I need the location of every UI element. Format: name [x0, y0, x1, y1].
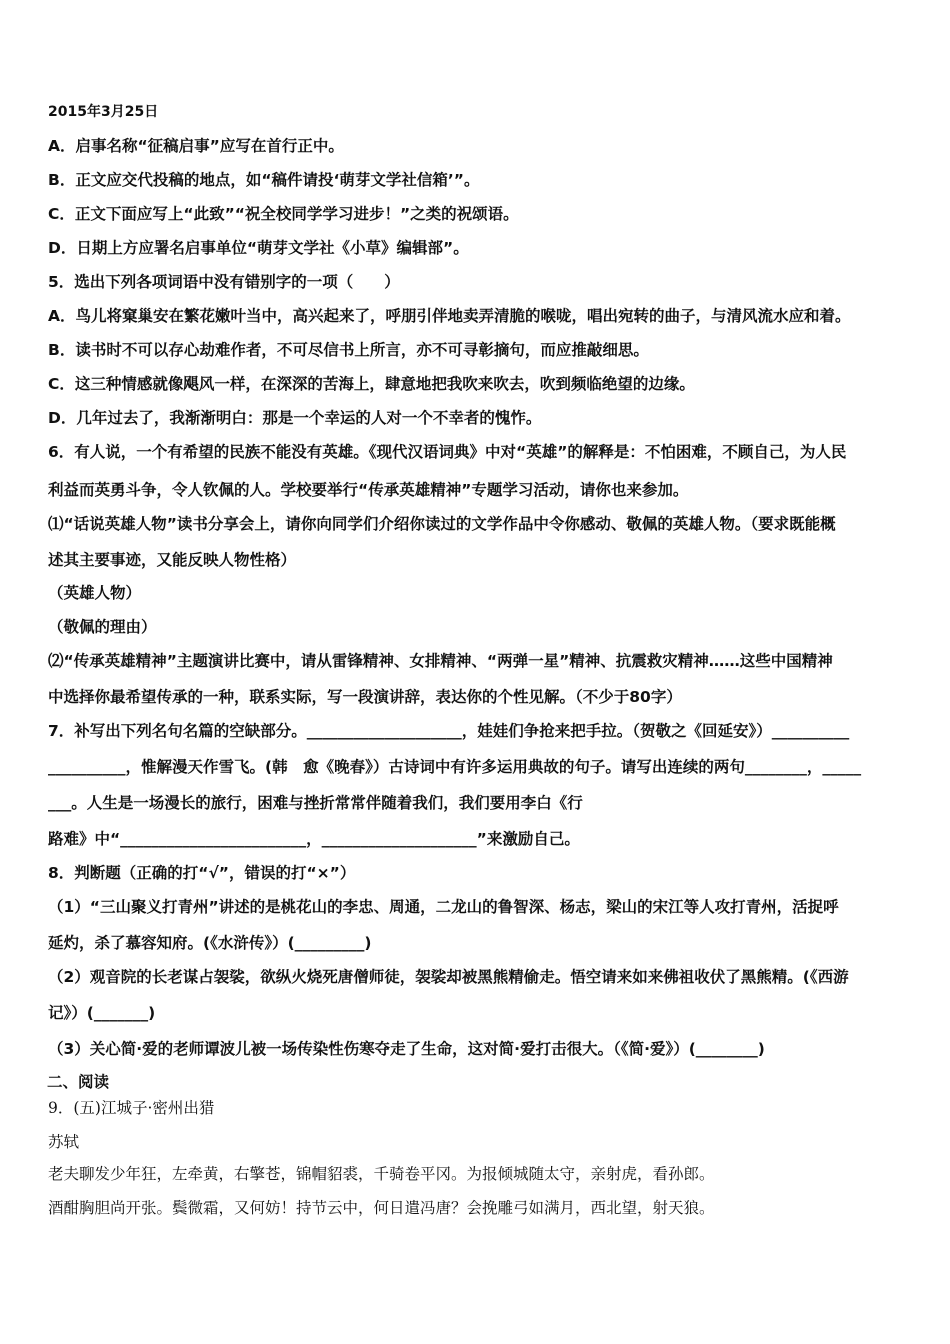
q8-item-2: （2）观音院的长老谋占袈裟，欲纵火烧死唐僧师徒，袈裟却被黑熊精偷走。悟空请来如来佛祖收伏了黑熊精。(《西游 — [48, 968, 849, 986]
date-line: 2015年3月25日 — [48, 104, 159, 120]
poem-line-1: 老夫聊发少年狂，左牵黄，右擎苍，锦帽貂裘，千骑卷平冈。为报倾城随太守，亲射虎，看孙郎。 — [48, 1165, 715, 1183]
question-5: 5．选出下列各项词语中没有错别字的一项（ ） — [48, 273, 400, 291]
q5-option-c: C．这三种情感就像飓风一样，在深深的苦海上，肆意地把我吹来吹去，吹到频临绝望的边缘。 — [48, 375, 695, 393]
q5-option-a: A．鸟儿将窠巢安在繁花嫩叶当中，高兴起来了，呼朋引伴地卖弄清脆的喉咙，唱出宛转的曲子，与清风流水应和着。 — [48, 307, 851, 325]
q8-item-1: （1）“三山聚义打青州”讲述的是桃花山的李忠、周通，二龙山的鲁智深、杨志，梁山的宋江等人攻打青州，活捉呼 — [48, 898, 839, 916]
question-7-line-2: __________，惟解漫天作雪飞。(韩 愈《晚春》）古诗词中有许多运用典故的句子。请写出连续的两句________，_____ — [48, 758, 862, 776]
hero-label: （英雄人物） — [48, 584, 142, 602]
poem-line-2: 酒酣胸胆尚开张。鬓微霜，又何妨！持节云中，何日遣冯唐？会挽雕弓如满月，西北望，射天狼。 — [48, 1199, 715, 1217]
question-6-cont: 利益而英勇斗争，令人钦佩的人。学校要举行“传承英雄精神”专题学习活动，请你也来参加。 — [48, 481, 689, 499]
q6-part-2: ⑵“传承英雄精神”主题演讲比赛中，请从雷锋精神、女排精神、“两弹一星”精神、抗震救灾精神……这些中国精神 — [48, 652, 833, 670]
poem-author: 苏轼 — [48, 1133, 80, 1151]
option-c: C．正文下面应写上“此致”“祝全校同学学习进步！”之类的祝颂语。 — [48, 205, 519, 223]
reason-label: （敬佩的理由） — [48, 618, 157, 636]
q8-item-1-cont: 延灼，杀了慕容知府。(《水浒传》）(_________) — [48, 934, 372, 952]
question-7-line-4: 路难》中“________________________，____________________”来激励自己。 — [48, 830, 580, 848]
question-7-line-3: ___。人生是一场漫长的旅行，困难与挫折常常伴随着我们，我们要用李白《行 — [48, 794, 583, 812]
q6-part-2-cont: 中选择你最希望传承的一种，联系实际，写一段演讲辞，表达你的个性见解。（不少于80字） — [48, 688, 682, 706]
q5-option-b: B．读书时不可以存心劫难作者，不可尽信书上所言，亦不可寻彰摘句，而应推敲细思。 — [48, 341, 649, 359]
option-d: D．日期上方应署名启事单位“萌芽文学社《小草》编辑部”。 — [48, 239, 469, 257]
question-6: 6．有人说，一个有希望的民族不能没有英雄。《现代汉语词典》中对“英雄”的解释是：不怕困难，不顾自己，为人民 — [48, 443, 847, 461]
option-b: B．正文应交代投稿的地点，如“稿件请投‘萌芽文学社信箱’”。 — [48, 171, 480, 189]
q8-item-2-cont: 记》）(_______) — [48, 1004, 156, 1022]
q5-option-d: D．几年过去了，我渐渐明白：那是一个幸运的人对一个不幸者的愧怍。 — [48, 409, 542, 427]
q8-item-3: （3）关心简·爱的老师谭波儿被一场传染性伤寒夺走了生命，这对简·爱打击很大。（《简·爱》）(________) — [48, 1040, 765, 1058]
q6-part-1: ⑴“话说英雄人物”读书分享会上，请你向同学们介绍你读过的文学作品中令你感动、敬佩的英雄人物。（要求既能概 — [48, 515, 836, 533]
section-heading: 二、阅读 — [47, 1073, 110, 1091]
question-7: 7．补写出下列名句名篇的空缺部分。____________________，娃娃们争抢来把手拉。（贺敬之《回延安》）__________ — [48, 722, 850, 740]
option-a: A．启事名称“征稿启事”应写在首行正中。 — [48, 137, 344, 155]
question-8: 8．判断题（正确的打“√”，错误的打“×”） — [48, 864, 356, 882]
q6-part-1-cont: 述其主要事迹，又能反映人物性格） — [48, 551, 297, 569]
question-9-title: 9．(五)江城子·密州出猎 — [48, 1099, 215, 1117]
